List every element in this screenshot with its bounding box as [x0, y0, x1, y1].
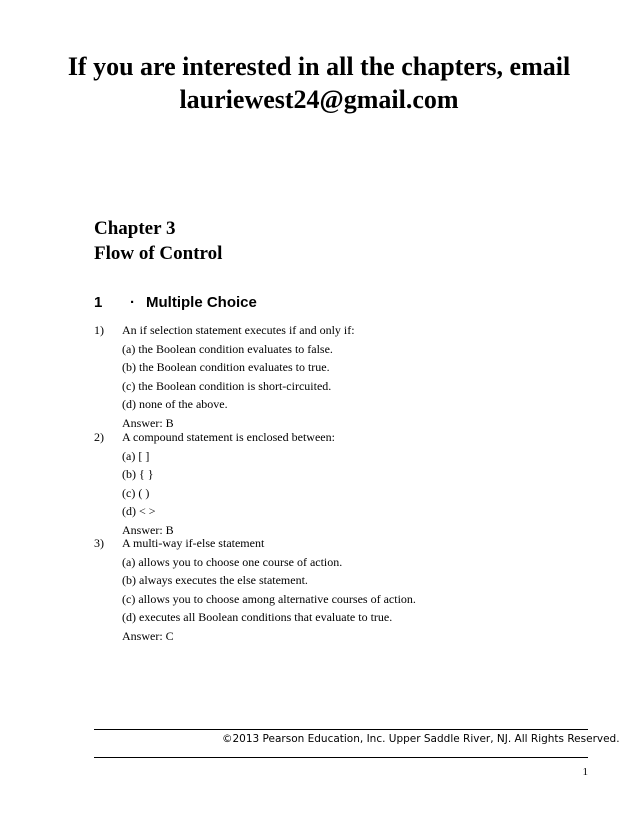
question-text: A multi-way if-else statement	[122, 536, 265, 550]
option-a: (a) the Boolean condition evaluates to false.	[122, 341, 333, 356]
chapter-heading	[94, 216, 222, 266]
copyright-notice: ©2013 Pearson Education, Inc. Upper Saddle River, NJ. All Rights Reserved.	[222, 733, 620, 745]
page-number: 1	[582, 766, 588, 778]
option-d: (d) executes all Boolean conditions that evaluate to true.	[122, 610, 393, 624]
answer: Answer: B	[122, 522, 174, 537]
option-b: (b) always executes the else statement.	[122, 573, 308, 587]
question-number: 3)	[94, 536, 104, 550]
promo-banner-email: lauriewest24@gmail.com	[179, 85, 459, 114]
section-title: Multiple Choice	[146, 294, 257, 311]
answer: Answer: B	[122, 415, 174, 430]
promo-banner-line1: If you are interested in all the chapters, email	[67, 52, 571, 81]
option-d: (d) none of the above.	[122, 397, 228, 411]
footer-divider-top	[94, 729, 588, 730]
option-c: (c) allows you to choose among alternative courses of action.	[122, 591, 416, 606]
footer-divider-bottom	[94, 757, 588, 758]
option-a: (a) [ ]	[122, 448, 150, 463]
section-number: 1	[94, 294, 103, 311]
question-text: A compound statement is enclosed between:	[122, 430, 335, 444]
option-d: (d) < >	[122, 504, 156, 518]
option-c: (c) the Boolean condition is short-circuited.	[122, 378, 332, 393]
question-text: An if selection statement executes if and only if:	[122, 323, 355, 337]
option-b: (b) the Boolean condition evaluates to true.	[122, 360, 330, 374]
question-number: 2)	[94, 430, 104, 444]
promo-banner	[60, 50, 578, 116]
chapter-number: Chapter 3	[94, 218, 176, 239]
option-a: (a) allows you to choose one course of action.	[122, 554, 343, 569]
answer: Answer: C	[122, 628, 174, 643]
question-number: 1)	[94, 323, 104, 337]
option-b: (b) { }	[122, 467, 154, 481]
chapter-title: Flow of Control	[94, 243, 223, 264]
option-c: (c) ( )	[122, 485, 150, 500]
bullet-icon: ·	[130, 294, 135, 311]
